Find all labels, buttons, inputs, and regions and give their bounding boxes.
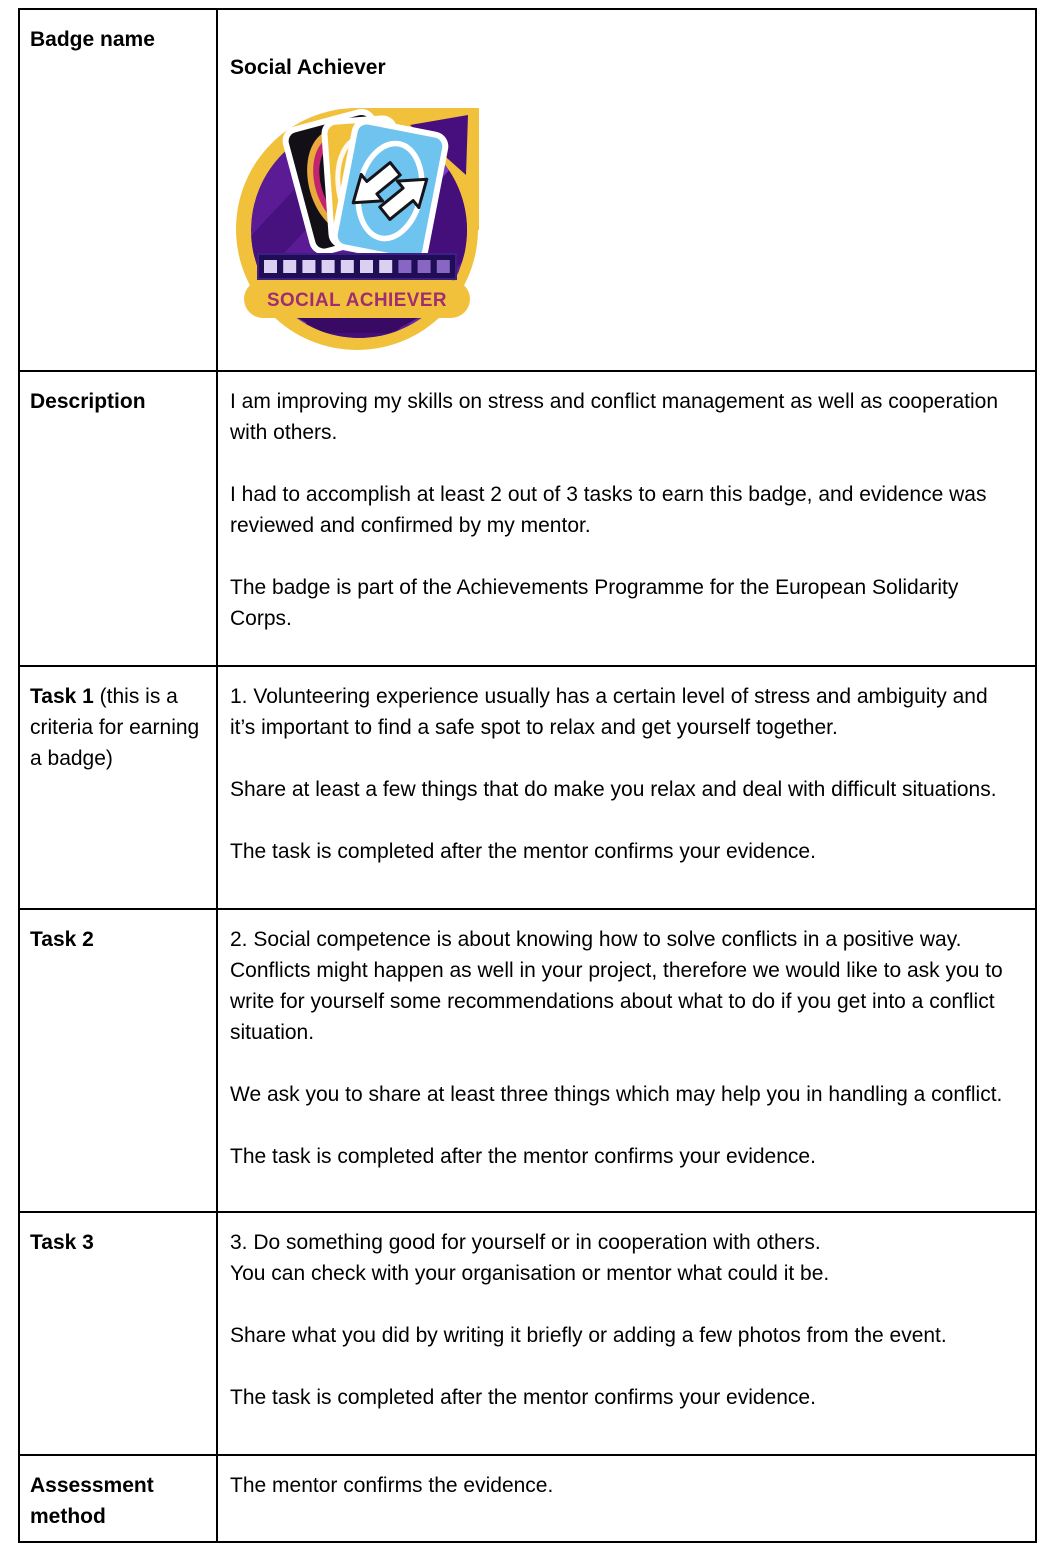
task2-label-cell — [19, 909, 217, 1212]
progress-square — [302, 260, 315, 273]
task2-paragraph: We ask you to share at least three things which may help you in handling a conflict. — [230, 1083, 1003, 1106]
task1-content-cell — [217, 666, 1036, 909]
progress-square — [398, 260, 411, 273]
row-assessment-method — [19, 1455, 1036, 1542]
progress-square — [437, 260, 450, 273]
progress-square — [283, 260, 296, 273]
progress-square — [418, 260, 431, 273]
task3-paragraph: You can check with your organisation or mentor what could it be. — [230, 1262, 830, 1285]
description-paragraph: The badge is part of the Achievements Programme for the European Solidarity Corps. — [230, 576, 959, 630]
task3-label-cell — [19, 1212, 217, 1455]
badge-name-label: Badge name — [30, 28, 155, 51]
task1-paragraph: Share at least a few things that do make you relax and deal with difficult situations. — [230, 778, 997, 801]
description-label-cell — [19, 371, 217, 666]
task2-content-cell — [217, 909, 1036, 1212]
task3-content-cell — [217, 1212, 1036, 1455]
task1-paragraph: 1. Volunteering experience usually has a certain level of stress and ambiguity and it’s important to find a safe spot to relax and get yourself together. — [230, 685, 988, 739]
description-paragraph: I am improving my skills on stress and conflict management as well as cooperation with others. — [230, 390, 998, 444]
task3-paragraph: 3. Do something good for yourself or in cooperation with others. — [230, 1231, 821, 1254]
task2-paragraph: The task is completed after the mentor confirms your evidence. — [230, 1145, 816, 1168]
task2-label: Task 2 — [30, 928, 94, 951]
task1-label-cell — [19, 666, 217, 909]
row-description — [19, 371, 1036, 666]
description-label: Description — [30, 390, 146, 413]
row-badge-name — [19, 9, 1036, 371]
assessment-paragraph: The mentor confirms the evidence. — [230, 1474, 554, 1497]
progress-square — [322, 260, 335, 273]
description-content-cell — [217, 371, 1036, 666]
task1-label-note: (this is a criteria for earning a badge) — [30, 685, 200, 770]
task3-label: Task 3 — [30, 1231, 94, 1254]
assessment-label: Assessment method — [30, 1474, 154, 1528]
assessment-content-cell — [217, 1455, 1036, 1542]
badge-name-content-cell — [217, 9, 1036, 371]
task3-paragraph: The task is completed after the mentor confirms your evidence. — [230, 1386, 816, 1409]
row-task-3 — [19, 1212, 1036, 1455]
row-task-1 — [19, 666, 1036, 909]
task1-label: Task 1 — [30, 685, 94, 708]
badge-banner-text: SOCIAL ACHIEVER — [267, 290, 447, 311]
task2-paragraph: 2. Social competence is about knowing how to solve conflicts in a positive way. Conflicts might happen as well in your project, therefore we would like to ask you to write for yourself some recommendations about what to do if you get into a conflict situation. — [230, 928, 1003, 1044]
progress-square — [341, 260, 354, 273]
task1-paragraph: The task is completed after the mentor confirms your evidence. — [230, 840, 816, 863]
assessment-label-cell — [19, 1455, 217, 1542]
badge-name-label-cell — [19, 9, 217, 371]
row-task-2 — [19, 909, 1036, 1212]
blue-reverse-card — [333, 119, 448, 262]
social-achiever-badge-image — [232, 105, 480, 353]
description-paragraph: I had to accomplish at least 2 out of 3 tasks to earn this badge, and evidence was reviewed and confirmed by my mentor. — [230, 483, 987, 537]
badge-info-table — [18, 8, 1037, 1543]
progress-square — [379, 260, 392, 273]
progress-square — [264, 260, 277, 273]
badge-title: Social Achiever — [230, 56, 386, 79]
task3-paragraph: Share what you did by writing it briefly or adding a few photos from the event. — [230, 1324, 947, 1347]
progress-square — [360, 260, 373, 273]
